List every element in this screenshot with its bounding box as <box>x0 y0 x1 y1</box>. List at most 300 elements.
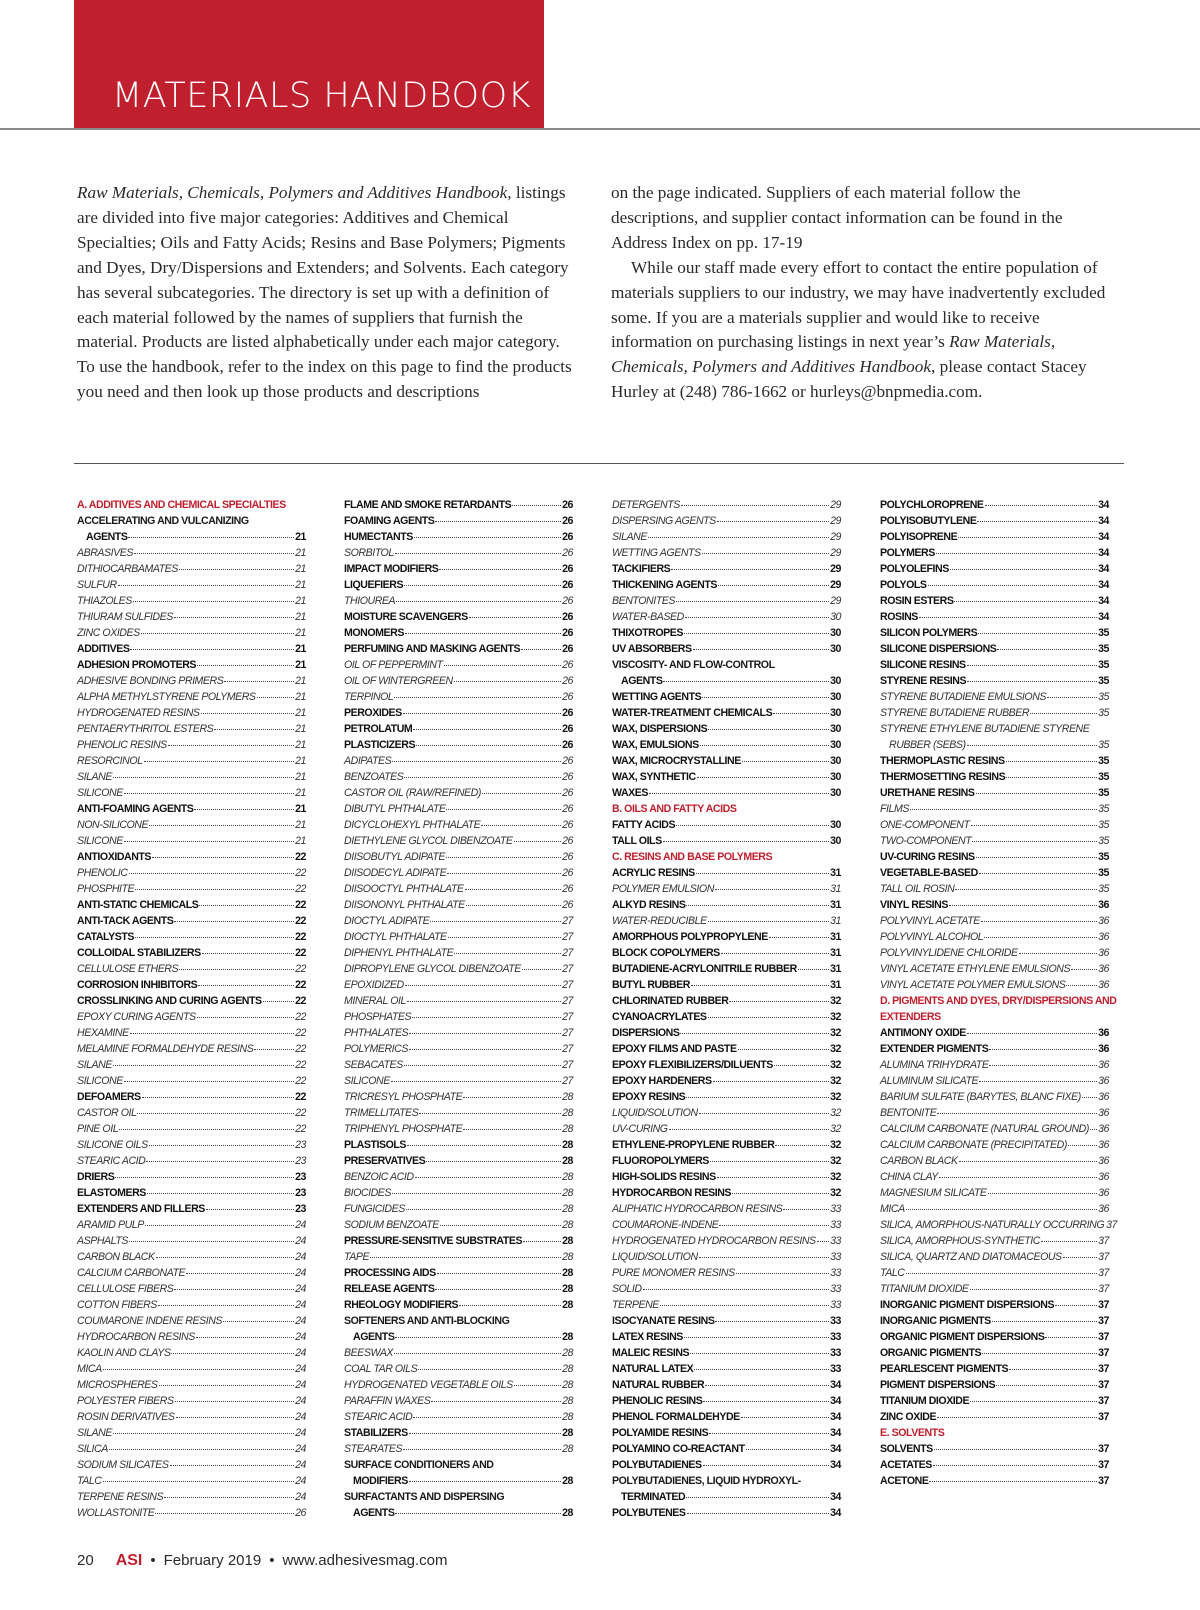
dot-leader <box>170 1462 295 1466</box>
entry-label: ADDITIVES <box>77 643 130 655</box>
dot-leader <box>775 1142 829 1146</box>
index-entry <box>344 1297 573 1313</box>
entry-label: HYDROGENATED VEGETABLE OILS <box>344 1379 513 1391</box>
dot-leader <box>465 886 562 890</box>
index-entry <box>77 1377 306 1393</box>
dot-leader <box>439 566 561 570</box>
index-entry <box>880 945 1109 961</box>
index-entry <box>612 929 841 945</box>
entry-label: POLYMERS <box>880 547 935 559</box>
index-entry <box>612 1473 841 1489</box>
website-link[interactable]: www.adhesivesmag.com <box>282 1552 448 1569</box>
entry-label: RESORCINOL <box>77 755 143 767</box>
entry-label: ANTI-FOAMING AGENTS <box>77 803 194 815</box>
entry-page-number: 27 <box>562 1059 573 1071</box>
entry-page-number: 35 <box>1098 707 1109 719</box>
entry-label: FOAMING AGENTS <box>344 515 435 527</box>
dot-leader <box>134 550 294 554</box>
index-entry <box>344 993 573 1009</box>
entry-label: PINE OIL <box>77 1123 119 1135</box>
index-entry <box>612 689 841 705</box>
entry-page-number: 26 <box>562 899 573 911</box>
dot-leader <box>979 1078 1097 1082</box>
entry-page-number: 22 <box>295 1059 306 1071</box>
dot-leader <box>118 582 294 586</box>
index-entry <box>612 609 841 625</box>
dot-leader <box>175 1398 294 1402</box>
entry-page-number: 37 <box>1098 1347 1109 1359</box>
entry-label: SOLID <box>612 1283 642 1295</box>
index-entry <box>612 705 841 721</box>
entry-page-number: 31 <box>830 915 841 927</box>
entry-label: INORGANIC PIGMENT DISPERSIONS <box>880 1299 1055 1311</box>
index-entry <box>612 1361 841 1377</box>
entry-label: TITANIUM DIOXIDE <box>880 1283 969 1295</box>
index-entry <box>612 1505 841 1521</box>
entry-label: HIGH-SOLIDS RESINS <box>612 1171 716 1183</box>
entry-page-number: 24 <box>295 1459 306 1471</box>
index-entry <box>880 801 1109 817</box>
entry-label: AGENTS <box>353 1507 395 1519</box>
index-entry <box>77 1185 306 1201</box>
index-entry <box>612 1185 841 1201</box>
index-entry <box>612 1105 841 1121</box>
index-entry <box>77 913 306 929</box>
entry-label: STYRENE RESINS <box>880 675 967 687</box>
dot-leader <box>403 1446 561 1450</box>
index-entry <box>77 1361 306 1377</box>
index-entry <box>612 977 841 993</box>
entry-page-number: 35 <box>1098 659 1109 671</box>
dot-leader <box>174 614 294 618</box>
entry-label: PARAFFIN WAXES <box>344 1395 431 1407</box>
index-entry <box>880 833 1109 849</box>
index-entry <box>612 721 841 737</box>
index-entry <box>77 1057 306 1073</box>
entry-page-number: 28 <box>562 1203 573 1215</box>
entry-label: ALUMINUM SILICATE <box>880 1075 979 1087</box>
index-entry <box>880 1153 1109 1169</box>
index-entry <box>77 849 306 865</box>
entry-label: HUMECTANTS <box>344 531 413 543</box>
entry-page-number: 28 <box>562 1347 573 1359</box>
index-entry <box>612 593 841 609</box>
entry-label: PHENOL FORMALDEHYDE <box>612 1411 740 1423</box>
entry-page-number: 22 <box>295 1123 306 1135</box>
dot-leader <box>949 902 1097 906</box>
entry-label: RHEOLOGY MODIFIERS <box>344 1299 459 1311</box>
index-entry <box>880 737 1109 753</box>
entry-label: PRESSURE-SENSITIVE SUBSTRATES <box>344 1235 523 1247</box>
entry-page-number: 28 <box>562 1235 573 1247</box>
dot-leader <box>929 1478 1097 1482</box>
entry-page-number: 24 <box>295 1219 306 1231</box>
entry-label: TRIMELLITATES <box>344 1107 419 1119</box>
entry-page-number: 23 <box>295 1187 306 1199</box>
entry-label: STABILIZERS <box>344 1427 408 1439</box>
entry-label: FUNGICIDES <box>344 1203 405 1215</box>
entry-label: MONOMERS <box>344 627 404 639</box>
entry-page-number: 37 <box>1098 1395 1109 1407</box>
index-entry <box>612 1265 841 1281</box>
entry-label: TACKIFIERS <box>612 563 671 575</box>
dot-leader <box>959 1158 1098 1162</box>
dot-leader <box>933 1462 1097 1466</box>
entry-page-number: 29 <box>830 563 841 575</box>
intro-text: While our staff made every effort to contact the entire population of materials suppliers to our industry, we may have inadvertently excluded some. If you are a materials supplier and would like to receive information on purchasing listings in next year’s <box>611 257 1106 352</box>
entry-label: ASPHALTS <box>77 1235 128 1247</box>
index-entry <box>77 785 306 801</box>
entry-page-number: 22 <box>295 979 306 991</box>
dot-leader <box>691 982 829 986</box>
entry-label: ADHESION PROMOTERS <box>77 659 197 671</box>
entry-page-number: 21 <box>295 643 306 655</box>
entry-label: CELLULOSE ETHERS <box>77 963 179 975</box>
entry-label: TERPINOL <box>344 691 394 703</box>
dot-leader <box>1055 1302 1097 1306</box>
dot-leader <box>1063 1254 1097 1258</box>
entry-label: EPOXY FLEXIBILIZERS/DILUENTS <box>612 1059 773 1071</box>
index-entry <box>77 1441 306 1457</box>
entry-label: HYDROCARBON RESINS <box>77 1331 195 1343</box>
entry-page-number: 37 <box>1098 1363 1109 1375</box>
dot-leader <box>719 1222 829 1226</box>
entry-label: POLYISOPRENE <box>880 531 958 543</box>
dot-leader <box>976 854 1097 858</box>
entry-page-number: 24 <box>295 1395 306 1407</box>
dot-leader <box>741 1414 829 1418</box>
entry-label: NATURAL RUBBER <box>612 1379 705 1391</box>
index-entry <box>612 1377 841 1393</box>
dot-leader <box>523 1238 561 1242</box>
dot-leader <box>152 854 294 858</box>
index-entry <box>77 609 306 625</box>
dot-leader <box>684 1334 829 1338</box>
dot-leader <box>404 1062 561 1066</box>
entry-label: CROSSLINKING AND CURING AGENTS <box>77 995 262 1007</box>
dot-leader <box>137 1110 294 1114</box>
index-entry <box>612 529 841 545</box>
dot-leader <box>774 1062 829 1066</box>
dot-leader <box>686 1094 829 1098</box>
index-entry <box>344 1249 573 1265</box>
entry-label: FILMS <box>880 803 909 815</box>
index-entry <box>612 657 841 673</box>
dot-leader <box>130 646 294 650</box>
entry-page-number: 26 <box>562 707 573 719</box>
page-number: 20 <box>77 1552 94 1569</box>
entry-label: ACRYLIC RESINS <box>612 867 695 879</box>
dot-leader <box>1045 1334 1097 1338</box>
dot-leader <box>409 1030 561 1034</box>
entry-page-number: 33 <box>830 1203 841 1215</box>
entry-page-number: 27 <box>562 1011 573 1023</box>
index-entry <box>880 529 1109 545</box>
entry-page-number: 28 <box>562 1267 573 1279</box>
entry-label: VINYL ACETATE POLYMER EMULSIONS <box>880 979 1066 991</box>
entry-label: WAXES <box>612 787 649 799</box>
index-entry <box>880 609 1109 625</box>
entry-label: ALPHA METHYLSTYRENE POLYMERS <box>77 691 256 703</box>
dot-leader <box>142 1094 294 1098</box>
dot-leader <box>113 1430 294 1434</box>
dot-leader <box>196 1334 294 1338</box>
dot-leader <box>430 918 561 922</box>
entry-label: POLYMER EMULSION <box>612 883 714 895</box>
issue-date: February 2019 <box>163 1552 262 1569</box>
index-entry <box>77 1153 306 1169</box>
index-entry <box>77 1201 306 1217</box>
dot-leader <box>715 886 829 890</box>
index-entry <box>612 1489 841 1505</box>
dot-leader <box>979 870 1097 874</box>
index-entry <box>77 1313 306 1329</box>
entry-label: ROSIN ESTERS <box>880 595 954 607</box>
entry-page-number: 26 <box>562 547 573 559</box>
index-entry <box>344 689 573 705</box>
entry-label: BLOCK COPOLYMERS <box>612 947 720 959</box>
entry-label: CALCIUM CARBONATE <box>77 1267 186 1279</box>
dot-leader <box>135 886 294 890</box>
entry-page-number: 31 <box>830 979 841 991</box>
entry-page-number: 36 <box>1098 1187 1109 1199</box>
entry-page-number: 26 <box>562 755 573 767</box>
dot-leader <box>708 726 829 730</box>
entry-label: MELAMINE FORMALDEHYDE RESINS <box>77 1043 254 1055</box>
dot-leader <box>174 1286 294 1290</box>
index-entry <box>344 625 573 641</box>
dot-leader <box>970 1286 1098 1290</box>
entry-label: SILANE <box>77 771 112 783</box>
entry-label: ANTIMONY OXIDE <box>880 1027 966 1039</box>
index-entry <box>344 1377 573 1393</box>
dot-leader <box>663 678 829 682</box>
entry-page-number: 26 <box>562 851 573 863</box>
entry-label: PHENOLIC <box>77 867 128 879</box>
index-entry <box>344 1313 573 1329</box>
entry-label: CASTOR OIL <box>77 1107 137 1119</box>
entry-label: WETTING AGENTS <box>612 547 701 559</box>
dot-leader <box>773 710 829 714</box>
entry-label: EPOXY RESINS <box>612 1091 686 1103</box>
dot-leader <box>514 1382 561 1386</box>
index-entry <box>77 1009 306 1025</box>
index-entry <box>77 513 306 529</box>
entry-page-number: 36 <box>1098 1203 1109 1215</box>
index-entry <box>344 865 573 881</box>
entry-label: SILICONE OILS <box>77 1139 148 1151</box>
entry-page-number: 30 <box>830 627 841 639</box>
dot-leader <box>199 902 294 906</box>
index-entry <box>612 1297 841 1313</box>
dot-leader <box>418 1366 561 1370</box>
entry-label: FATTY ACIDS <box>612 819 676 831</box>
entry-page-number: 26 <box>562 819 573 831</box>
index-entry <box>612 513 841 529</box>
index-entry <box>77 625 306 641</box>
entry-label: DICYCLOHEXYL PHTHALATE <box>344 819 481 831</box>
dot-leader <box>396 598 561 602</box>
entry-label: ALKYD RESINS <box>612 899 686 911</box>
dot-leader <box>124 838 294 842</box>
entry-label: PEROXIDES <box>344 707 402 719</box>
dot-leader <box>649 790 829 794</box>
index-entry <box>344 1345 573 1361</box>
entry-label: SOFTENERS AND ANTI-BLOCKING <box>344 1315 510 1327</box>
dot-leader <box>718 582 829 586</box>
entry-page-number: 27 <box>562 979 573 991</box>
index-entry <box>612 1249 841 1265</box>
index-entry <box>880 561 1109 577</box>
index-column-1 <box>77 497 306 1521</box>
entry-page-number: 37 <box>1098 1251 1109 1263</box>
index-entry <box>612 1153 841 1169</box>
index-entry <box>344 1265 573 1281</box>
entry-page-number: 22 <box>295 851 306 863</box>
entry-page-number: 21 <box>295 627 306 639</box>
entry-page-number: 28 <box>562 1299 573 1311</box>
handbook-title: Raw Materials, Chemicals, Polymers and Additives Handbook <box>611 332 1056 377</box>
entry-page-number: 36 <box>1098 1139 1109 1151</box>
entry-label: DIOCTYL PHTHALATE <box>344 931 447 943</box>
bullet-separator: • <box>269 1552 275 1569</box>
entry-label: PERFUMING AND MASKING AGENTS <box>344 643 521 655</box>
intro-text: , listings are divided into five major categories: Additives and Chemical Specialties; Oils and Fatty Acids; Resins and Base Polymers; Pigments and Dyes, Dry/Dispersions and Extenders; and Solvents. Each category has several subcategories. The directory is set up with a definition of each material followed by the names of suppliers that furnish the material. Products are listed alphabetically under each major category. To use the handbook, refer to the index on this page to find the products you need and then look up those products and descriptions <box>77 183 572 402</box>
index-entry <box>77 1281 306 1297</box>
dot-leader <box>958 534 1097 538</box>
index-entry <box>344 1041 573 1057</box>
index-column-2 <box>344 497 573 1521</box>
dot-leader <box>1068 1142 1097 1146</box>
index-entry <box>880 577 1109 593</box>
entry-page-number: 21 <box>295 787 306 799</box>
index-entry <box>344 1073 573 1089</box>
index-entry <box>880 929 1109 945</box>
entry-page-number: 26 <box>562 723 573 735</box>
index-entry <box>612 1313 841 1329</box>
index-entry <box>77 961 306 977</box>
entry-page-number: 32 <box>830 1171 841 1183</box>
entry-label: BENZOIC ACID <box>344 1171 414 1183</box>
index-entry <box>612 897 841 913</box>
dot-leader <box>254 1046 294 1050</box>
entry-page-number: 35 <box>1098 867 1109 879</box>
dot-leader <box>201 710 295 714</box>
index-entry <box>344 1409 573 1425</box>
index-entry <box>77 1457 306 1473</box>
index-entry <box>344 673 573 689</box>
entry-label: POLYBUTADIENES <box>612 1459 702 1471</box>
entry-page-number: 32 <box>830 1027 841 1039</box>
entry-page-number: 32 <box>830 1091 841 1103</box>
intro-paragraph-1 <box>77 181 572 405</box>
entry-label: LATEX RESINS <box>612 1331 683 1343</box>
dot-leader <box>512 502 561 506</box>
dot-leader <box>954 598 1097 602</box>
index-entry <box>77 753 306 769</box>
category-heading <box>880 1425 1109 1441</box>
index-entry <box>880 753 1109 769</box>
entry-page-number: 37 <box>1098 1411 1109 1423</box>
entry-label: ETHYLENE-PROPYLENE RUBBER <box>612 1139 775 1151</box>
entry-page-number: 22 <box>295 963 306 975</box>
entry-page-number: 36 <box>1098 899 1109 911</box>
entry-page-number: 28 <box>562 1443 573 1455</box>
entry-label: STYRENE ETHYLENE BUTADIENE STYRENE <box>880 723 1090 735</box>
entry-label: THIAZOLES <box>77 595 132 607</box>
entry-page-number: 28 <box>562 1155 573 1167</box>
index-entry <box>612 625 841 641</box>
entry-page-number: 37 <box>1098 1475 1109 1487</box>
index-entry <box>880 1105 1109 1121</box>
entry-page-number: 21 <box>295 659 306 671</box>
entry-page-number: 22 <box>295 867 306 879</box>
dot-leader <box>700 742 829 746</box>
entry-page-number: 36 <box>1098 979 1109 991</box>
entry-label: D. PIGMENTS AND DYES, DRY/DISPERSIONS AND <box>880 995 1117 1007</box>
entry-page-number: 24 <box>295 1491 306 1503</box>
dot-leader <box>403 710 561 714</box>
index-entry <box>880 1329 1109 1345</box>
entry-label: MINERAL OIL <box>344 995 406 1007</box>
entry-page-number: 22 <box>295 1011 306 1023</box>
entry-label: A. ADDITIVES AND CHEMICAL SPECIALTIES <box>77 499 286 511</box>
dot-leader <box>129 870 295 874</box>
entry-label: DRIERS <box>77 1171 115 1183</box>
index-entry <box>880 881 1109 897</box>
dot-leader <box>370 1254 561 1258</box>
dot-leader <box>746 1446 830 1450</box>
index-entry <box>612 769 841 785</box>
entry-page-number: 34 <box>830 1507 841 1519</box>
entry-label: WAX, MICROCRYSTALLINE <box>612 755 741 767</box>
entry-label: VINYL RESINS <box>880 899 948 911</box>
index-entry <box>344 705 573 721</box>
entry-page-number: 30 <box>830 675 841 687</box>
dot-leader <box>103 1366 294 1370</box>
index-entry <box>344 1217 573 1233</box>
entry-label: INORGANIC PIGMENTS <box>880 1315 991 1327</box>
brand-logo: ASI <box>115 1552 143 1569</box>
entry-page-number: 26 <box>295 1507 306 1519</box>
entry-page-number: 37 <box>1106 1219 1117 1231</box>
dot-leader <box>936 550 1097 554</box>
entry-page-number: 37 <box>1098 1283 1109 1295</box>
dot-leader <box>798 966 829 970</box>
entry-label: DISPERSING AGENTS <box>612 515 716 527</box>
entry-page-number: 24 <box>295 1347 306 1359</box>
entry-label: WAX, DISPERSIONS <box>612 723 708 735</box>
dot-leader <box>709 1430 829 1434</box>
entry-page-number: 33 <box>830 1235 841 1247</box>
index-entry <box>344 881 573 897</box>
index-entry <box>612 1217 841 1233</box>
entry-page-number: 26 <box>562 675 573 687</box>
dot-leader <box>124 790 294 794</box>
entry-page-number: 22 <box>295 1043 306 1055</box>
index-entry <box>344 833 573 849</box>
entry-page-number: 24 <box>295 1251 306 1263</box>
dot-leader <box>206 1206 294 1210</box>
dot-leader <box>448 934 561 938</box>
dot-leader <box>141 630 294 634</box>
index-entry <box>880 1089 1109 1105</box>
entry-page-number: 28 <box>562 1171 573 1183</box>
entry-label: STEARIC ACID <box>77 1155 146 1167</box>
dot-leader <box>404 582 561 586</box>
entry-page-number: 21 <box>295 819 306 831</box>
entry-label: PIGMENT DISPERSIONS <box>880 1379 996 1391</box>
